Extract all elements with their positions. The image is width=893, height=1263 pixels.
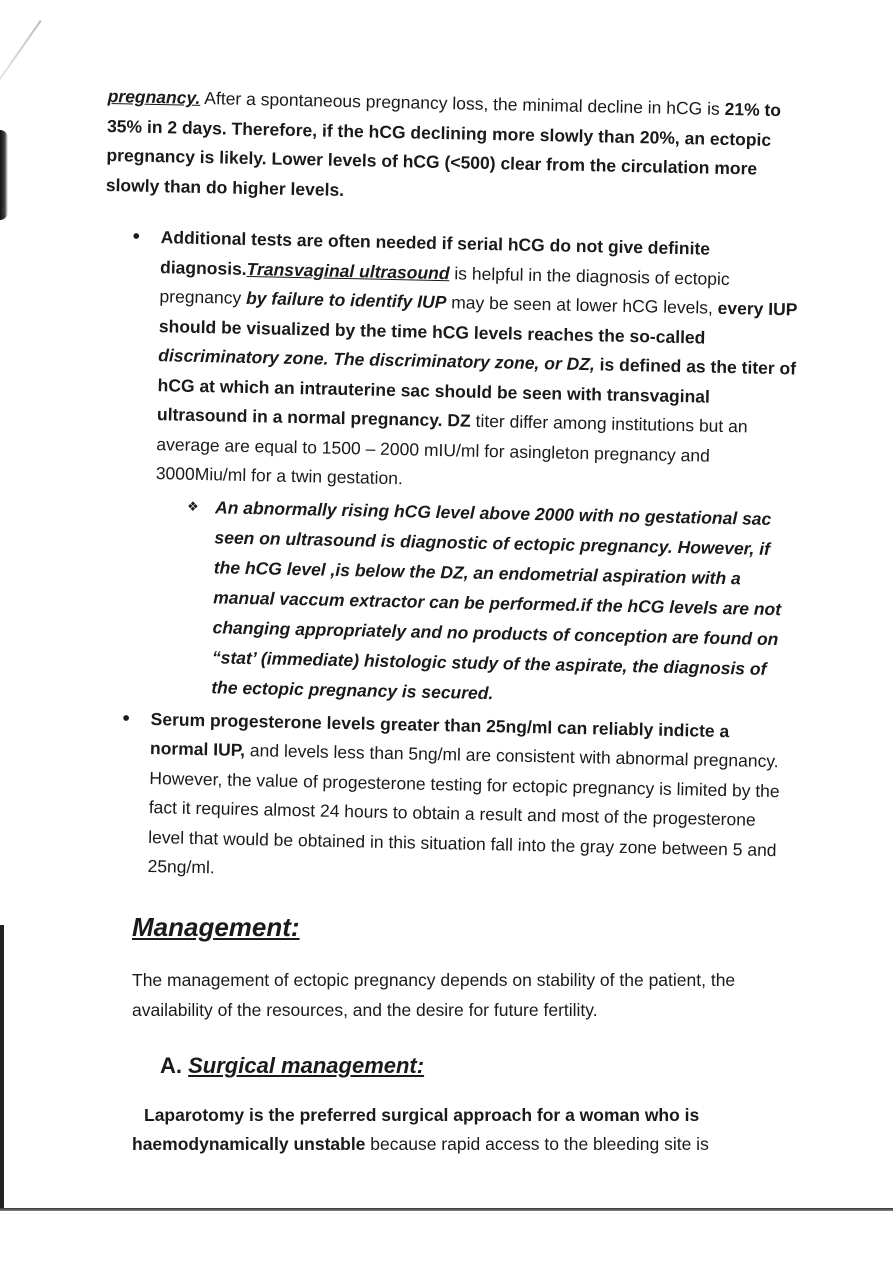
bullet-item-additional-tests — [151, 223, 801, 714]
bullet1-underline: Transvaginal ultrasound — [246, 258, 450, 283]
bullet1-bold-3: is defined as the titer of hCG at which an intrauterine sac should be seen with transvaginal ultrasound in a normal pregnancy. DZ — [156, 354, 797, 431]
management-paragraph: The management of ectopic pregnancy depends on stability of the patient, the availability of the resources, and the desire for future fertility. — [132, 970, 736, 1020]
bullet1-bold-italic-1: by failure to identify IUP — [245, 287, 447, 313]
bullet1-text-3: titer differ among institutions but an average are equal to 1500 – 2000 mIU/ml for asingleton pregnancy and 3000Miu/ml for a twin gestation. — [155, 410, 748, 489]
bullet2-text: and levels less than 5ng/ml are consistent with abnormal pregnancy. However, the value of progesterone testing for ectopic pregnancy is limited by the fact it requires almost 24 hours to obtain a result and most of the progesterone level that would be obtained in this situation fall into the gray zone between 5 and 25ng/ml. — [147, 740, 780, 878]
bullet1-text-1: is helpful in the diagnosis of ectopic pregnancy — [159, 262, 730, 308]
bullet1-bold-2: every IUP should be visualized by the time hCG levels reaches the so-called — [158, 297, 798, 348]
scan-edge-shadow-lower — [0, 925, 4, 1210]
intro-paragraph — [106, 82, 783, 214]
top-section — [91, 82, 808, 895]
scan-artifact-line — [0, 20, 42, 111]
document-page — [105, 82, 808, 1160]
laparotomy-text: because rapid access to the bleeding site is — [365, 1134, 709, 1154]
sub-bullet-list — [151, 491, 795, 714]
laparotomy-paragraph — [132, 1101, 792, 1160]
intro-lead: pregnancy. — [107, 85, 201, 108]
bullet-list — [91, 222, 801, 895]
laparotomy-bold: Laparotomy is the preferred surgical approach for a woman who is haemodynamically unstable — [132, 1104, 700, 1154]
surgical-heading — [160, 1051, 808, 1081]
scan-edge-shadow — [0, 130, 8, 220]
bullet1-bold-1: Additional tests are often needed if serial hCG do not give definite diagnosis. — [159, 227, 711, 279]
bullet1-text-2: may be seen at lower hCG levels, — [446, 292, 718, 318]
surgical-heading-text: Surgical management: — [188, 1053, 425, 1078]
management-heading: Management: — [132, 911, 300, 942]
intro-text: After a spontaneous pregnancy loss, the minimal decline in hCG is — [200, 87, 725, 119]
intro-bold-text: 21% to 35% in 2 days. Therefore, if the hCG declining more slowly than 20%, an ectopic pregnancy is likely. Lower levels of hCG (<500) clear from the circulation more slowly than do higher levels. — [105, 98, 782, 200]
scan-edge-bottom — [0, 1208, 893, 1211]
surgical-prefix: A. — [160, 1053, 189, 1078]
sub-bullet-item: ❖ An abnormally rising hCG level above 2000 with no gestational sac seen on ultrasound is diagnostic of ectopic pregnancy. However, if the hCG level ,is below the DZ, an endometrial aspiration with a manual vaccum extractor can be performed.if the hCG levels are not changing appropriately and no products of conception are found on “stat’ (immediate) histologic study of the aspirate, the diagnosis of the ectopic pregnancy is secured. — [211, 492, 795, 714]
bullet2-bold: Serum progesterone levels greater than 25ng/ml can reliably indicte a normal IUP, — [149, 708, 730, 761]
bullet-item-progesterone — [147, 705, 791, 895]
bullet1-bold-italic-2: discriminatory zone. The discriminatory zone, or DZ, — [158, 345, 596, 375]
